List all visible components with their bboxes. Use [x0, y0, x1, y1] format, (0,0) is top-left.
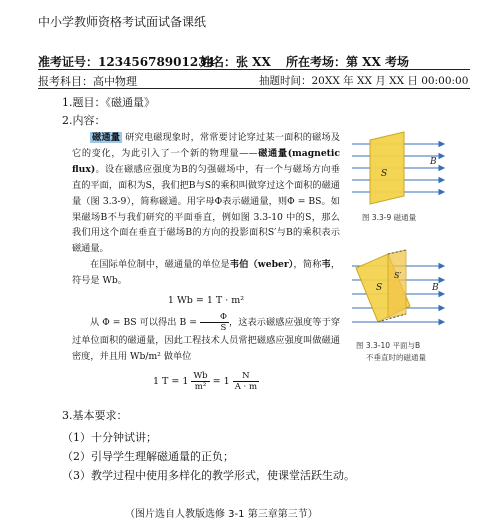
header-rule-top — [38, 69, 470, 70]
header-rule-bottom — [38, 88, 470, 89]
fig1-b-label: B — [430, 157, 437, 167]
subject: 报考科目：高中物理 — [38, 75, 137, 88]
figure-flux-perpendicular — [348, 130, 448, 212]
para3-a: 从 Φ = BS 可以得出 B = — [90, 317, 200, 329]
requirement-3: （3）教学过程中使用多样化的教学形式，使课堂活跃生动。 — [62, 469, 355, 482]
fig2-s-prime-label: S′ — [394, 271, 402, 280]
para2-keyword: 韦伯（weber） — [229, 259, 294, 271]
content-label: 2.内容： — [62, 114, 106, 127]
exam-number: 准考证号：12345678901234 — [38, 55, 215, 69]
para1-a: 研究电磁现象时，常常要讨论穿过某一面积的磁场及它的变化，为此引入了一个新的物理量—— — [72, 132, 341, 159]
fraction-b: $\frac{\Phi}{S}$ — [200, 312, 229, 333]
term-highlight: 磁通量 — [92, 132, 121, 143]
fig2-caption-line1: 图 3.3-10 平面与B — [356, 341, 421, 350]
para2-a: 在国际单位制中，磁通量的单位是 — [90, 259, 230, 271]
para1-keyword: 磁通量(magnetic flux) — [72, 147, 340, 175]
requirements-label: 3.基本要求： — [62, 409, 128, 422]
para1-b: 。设在磁感应强度为B的匀强磁场中，有一个与磁场方向垂直的平面，面积为S，我们把B与S的乘积叫做穿过这个面积的磁通量（图 3.3-9），简称磁通。用字母Φ表示磁通量，则Φ = BS。如果磁场B不与我们研究的平面垂直，例如图 3.3-10 中的S，那么我们用这个面在垂直于磁场B的方向的投影面积S′与B的乘积表示磁通量。 — [72, 163, 340, 255]
requirement-2: （2）引导学生理解磁通量的正负； — [62, 450, 234, 463]
draw-time: 抽题时间：20XX 年 XX 月 XX 日 00:00:00 — [259, 75, 469, 87]
page-title: 中小学教师资格考试面试备课纸 — [38, 15, 207, 29]
fig1-s-label: S — [381, 169, 388, 179]
source-footer: （图片选自人教版选修 3-1 第三章第三节） — [125, 509, 318, 520]
fig2-s-label: S — [376, 283, 383, 293]
textbook-excerpt — [72, 130, 340, 398]
formula-tesla: 1 T = 1 $\frac{Wb}{\text{m²}}$ = 1 $\frac{N}{A \cdot m}$ — [152, 370, 258, 392]
fig2-b-label: B — [432, 283, 439, 293]
formula-weber: 1 Wb = 1 T · m² — [167, 295, 245, 307]
para2-c: ，符号是 Wb。 — [72, 259, 341, 287]
fig1-caption: 图 3.3-9 磁通量 — [362, 213, 417, 222]
fig2-caption-line2: 不垂直时的磁通量 — [366, 353, 426, 362]
figure-flux-oblique — [348, 248, 448, 338]
requirement-1: （1）十分钟试讲； — [62, 431, 157, 444]
para2-b: ，简称 — [293, 259, 322, 271]
exam-venue: 所在考场：第 XX 考场 — [286, 55, 409, 69]
para3-b: ，这表示磁感应强度等于穿过单位面积的磁通量，因此工程技术人员常把磁感应强度叫做磁通密度，并且用 Wb/m² 做单位 — [72, 317, 341, 362]
topic: 1.题目：《磁通量》 — [62, 96, 155, 109]
para2-keyword2: 韦 — [321, 259, 331, 271]
candidate-name: 姓名：张 XX — [200, 55, 271, 69]
